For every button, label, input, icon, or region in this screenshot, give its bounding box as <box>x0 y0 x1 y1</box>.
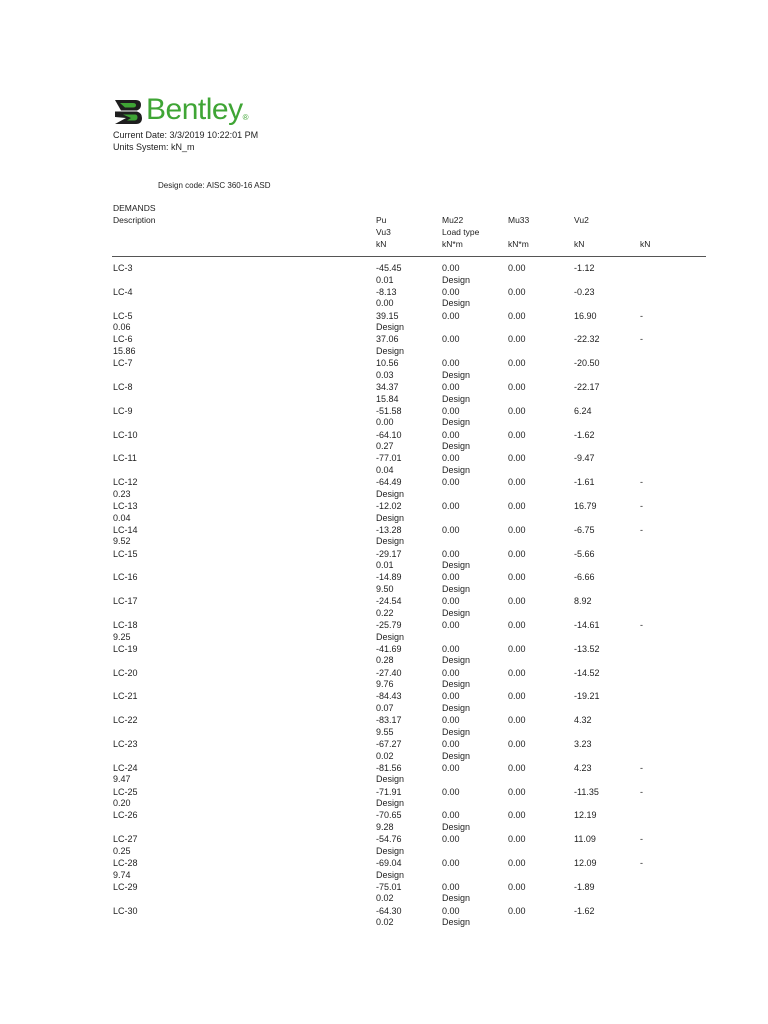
vu2-value: 16.90 <box>574 310 597 321</box>
col-pu: Pu <box>376 215 387 225</box>
col-pu-unit: kN <box>376 239 387 249</box>
pu-value: -64.49 <box>376 477 402 488</box>
load-type-value: Design <box>442 298 471 309</box>
mu22-value: 0.00 <box>442 334 460 345</box>
row-label: LC-3 <box>113 263 133 273</box>
vu3-dash: - <box>640 762 643 773</box>
mu22-value: 0.00 <box>442 524 460 535</box>
mu22-value: 0.00 <box>442 667 460 678</box>
vu3-value: 9.28 <box>376 821 394 832</box>
vu2-value: 12.09 <box>574 858 597 868</box>
load-type-value: Design <box>442 655 471 666</box>
mu33-value: 0.00 <box>508 263 526 273</box>
pu-value: -25.79 <box>376 620 402 630</box>
row-label: LC-12 <box>113 477 138 488</box>
row-label: LC-5 <box>113 310 133 321</box>
mu33-value: 0.00 <box>508 715 526 726</box>
vu3-value: Design <box>376 322 405 333</box>
row-label: LC-30 <box>113 905 138 916</box>
mu33-value: 0.00 <box>508 310 526 321</box>
mu22-value: 0.00 <box>442 572 460 583</box>
vu3-value: 0.03 <box>376 369 394 380</box>
load-type-value: Design <box>442 393 471 404</box>
row-sub-left: 9.47 <box>113 774 131 785</box>
mu33-value: 0.00 <box>508 643 526 654</box>
vu3-value: 0.00 <box>376 298 394 309</box>
mu22-value: 0.00 <box>442 453 460 464</box>
col-vu2: Vu2 <box>574 215 589 225</box>
vu3-value: Design <box>376 345 405 356</box>
mu33-value: 0.00 <box>508 858 526 868</box>
mu22-value: 0.00 <box>442 905 460 916</box>
vu3-dash: - <box>640 858 643 868</box>
vu2-value: -0.23 <box>574 286 595 297</box>
vu2-value: -14.52 <box>574 667 600 678</box>
vu3-value: Design <box>376 774 405 785</box>
vu2-value: 12.19 <box>574 810 597 821</box>
vu3-value: 9.50 <box>376 583 394 594</box>
mu33-value: 0.00 <box>508 620 526 630</box>
mu33-value: 0.00 <box>508 524 526 535</box>
mu22-value: 0.00 <box>442 810 460 821</box>
col-load-type: Load type <box>442 227 480 237</box>
mu22-value: 0.00 <box>442 691 460 702</box>
pu-value: -54.76 <box>376 834 402 845</box>
mu33-value: 0.00 <box>508 667 526 678</box>
mu22-value: 0.00 <box>442 596 460 607</box>
load-type-value: Design <box>442 464 471 475</box>
vu3-value: 0.02 <box>376 750 394 761</box>
pu-value: 37.06 <box>376 334 399 345</box>
load-type-value: Design <box>442 274 471 285</box>
mu22-value: 0.00 <box>442 858 460 868</box>
mu22-value: 0.00 <box>442 286 460 297</box>
pu-value: -45.45 <box>376 263 402 273</box>
pu-value: 10.56 <box>376 358 399 369</box>
vu3-value: 0.02 <box>376 893 394 904</box>
mu22-value: 0.00 <box>442 405 460 416</box>
vu2-value: 11.09 <box>574 834 596 845</box>
vu3-value: 9.76 <box>376 679 394 690</box>
pu-value: -14.89 <box>376 572 402 583</box>
mu33-value: 0.00 <box>508 786 526 797</box>
pu-value: -70.65 <box>376 810 402 821</box>
col-mu22: Mu22 <box>442 215 464 225</box>
load-type-value: Design <box>442 441 471 452</box>
vu3-dash: - <box>640 501 643 511</box>
vu2-value: 8.92 <box>574 596 592 607</box>
row-label: LC-16 <box>113 572 138 583</box>
mu33-value: 0.00 <box>508 477 526 488</box>
mu33-value: 0.00 <box>508 548 526 559</box>
col-mu22-unit: kN*m <box>442 239 463 249</box>
vu2-value: -6.66 <box>574 572 595 583</box>
load-type-value: Design <box>442 417 471 428</box>
vu2-value: -5.66 <box>574 548 595 559</box>
row-label: LC-6 <box>113 334 133 345</box>
pu-value: -13.28 <box>376 524 402 535</box>
pu-value: -71.91 <box>376 786 402 797</box>
col-mu33: Mu33 <box>508 215 530 225</box>
vu2-value: -11.35 <box>574 786 599 797</box>
vu2-value: -1.62 <box>574 905 595 916</box>
pu-value: -81.56 <box>376 762 402 773</box>
vu3-value: 15.84 <box>376 393 399 404</box>
row-label: LC-17 <box>113 596 138 607</box>
vu3-dash: - <box>640 524 643 535</box>
vu2-value: -19.21 <box>574 691 600 702</box>
vu3-value: Design <box>376 512 405 523</box>
vu3-dash: - <box>640 620 643 630</box>
header-divider <box>112 256 706 257</box>
pu-value: -77.01 <box>376 453 402 464</box>
vu2-value: -1.12 <box>574 263 595 273</box>
vu3-value: 0.22 <box>376 607 394 618</box>
pu-value: -27.40 <box>376 667 402 678</box>
row-label: LC-9 <box>113 405 133 416</box>
pu-value: -51.58 <box>376 405 402 416</box>
mu22-value: 0.00 <box>442 786 460 797</box>
row-label: LC-21 <box>113 691 138 702</box>
mu33-value: 0.00 <box>508 286 526 297</box>
mu22-value: 0.00 <box>442 715 460 726</box>
row-label: LC-29 <box>113 881 138 892</box>
vu2-value: -22.32 <box>574 334 600 345</box>
pu-value: -41.69 <box>376 643 402 654</box>
mu22-value: 0.00 <box>442 310 460 321</box>
row-label: LC-8 <box>113 382 133 392</box>
vu2-value: -13.52 <box>574 643 600 654</box>
pu-value: -75.01 <box>376 881 402 892</box>
row-label: LC-18 <box>113 620 138 630</box>
pu-value: -67.27 <box>376 739 402 749</box>
vu2-value: -1.62 <box>574 429 595 440</box>
vu3-dash: - <box>640 834 643 845</box>
vu3-value: Design <box>376 536 405 547</box>
mu33-value: 0.00 <box>508 501 526 511</box>
pu-value: -83.17 <box>376 715 402 726</box>
vu3-value: 0.27 <box>376 441 394 452</box>
row-label: LC-22 <box>113 715 138 726</box>
vu3-value: 0.04 <box>376 464 394 475</box>
vu2-value: -14.61 <box>574 620 600 630</box>
row-sub-left: 0.04 <box>113 512 131 523</box>
row-label: LC-23 <box>113 739 138 749</box>
vu3-value: 0.01 <box>376 560 394 571</box>
bentley-logo <box>112 93 272 132</box>
mu33-value: 0.00 <box>508 358 526 369</box>
current-date: Current Date: 3/3/2019 10:22:01 PM <box>113 130 259 140</box>
vu2-value: 16.79 <box>574 501 597 511</box>
vu3-value: 9.55 <box>376 726 394 737</box>
vu3-value: Design <box>376 869 405 880</box>
vu3-dash: - <box>640 477 643 488</box>
mu22-value: 0.00 <box>442 263 460 273</box>
vu3-value: 0.28 <box>376 655 394 666</box>
mu33-value: 0.00 <box>508 739 526 749</box>
col-vu3-unit: kN <box>640 239 651 249</box>
units-system: Units System: kN_m <box>113 142 195 152</box>
vu3-value: Design <box>376 488 405 499</box>
load-type-value: Design <box>442 726 471 737</box>
mu22-value: 0.00 <box>442 620 460 630</box>
vu2-value: -1.61 <box>574 477 595 488</box>
mu22-value: 0.00 <box>442 477 460 488</box>
vu3-value: 0.07 <box>376 702 394 713</box>
vu3-value: 0.02 <box>376 917 394 928</box>
row-label: LC-14 <box>113 524 138 535</box>
col-mu33-unit: kN*m <box>508 239 529 249</box>
mu22-value: 0.00 <box>442 358 460 369</box>
row-label: LC-19 <box>113 643 138 654</box>
vu3-value: Design <box>376 845 405 856</box>
pu-value: -84.43 <box>376 691 402 702</box>
vu3-dash: - <box>640 310 643 321</box>
vu3-dash: - <box>640 334 643 345</box>
vu3-value: Design <box>376 798 405 809</box>
pu-value: -64.10 <box>376 429 402 440</box>
vu2-value: -22.17 <box>574 382 600 392</box>
col-vu3: Vu3 <box>376 227 391 237</box>
mu33-value: 0.00 <box>508 334 526 345</box>
mu33-value: 0.00 <box>508 762 526 773</box>
row-label: LC-7 <box>113 358 133 369</box>
mu33-value: 0.00 <box>508 405 526 416</box>
pu-value: -29.17 <box>376 548 402 559</box>
load-type-value: Design <box>442 702 471 713</box>
pu-value: -64.30 <box>376 905 402 916</box>
vu3-value: 0.00 <box>376 417 394 428</box>
row-label: LC-20 <box>113 667 138 678</box>
description-header: Description <box>113 215 156 225</box>
row-label: LC-15 <box>113 548 138 559</box>
mu22-value: 0.00 <box>442 834 460 845</box>
vu2-value: 4.23 <box>574 762 592 773</box>
row-label: LC-11 <box>113 453 137 464</box>
row-label: LC-13 <box>113 501 138 511</box>
load-type-value: Design <box>442 679 471 690</box>
vu3-value: 0.01 <box>376 274 394 285</box>
vu2-value: 4.32 <box>574 715 592 726</box>
row-sub-left: 0.20 <box>113 798 131 809</box>
mu33-value: 0.00 <box>508 596 526 607</box>
row-label: LC-28 <box>113 858 138 868</box>
brand-name: Bentley® <box>146 93 249 126</box>
row-sub-left: 9.25 <box>113 631 131 642</box>
row-sub-left: 0.25 <box>113 845 131 856</box>
mu33-value: 0.00 <box>508 691 526 702</box>
row-sub-left: 0.23 <box>113 488 131 499</box>
vu2-value: 3.23 <box>574 739 592 749</box>
mu22-value: 0.00 <box>442 429 460 440</box>
mu22-value: 0.00 <box>442 501 460 511</box>
pu-value: -8.13 <box>376 286 397 297</box>
mu33-value: 0.00 <box>508 572 526 583</box>
row-label: LC-27 <box>113 834 138 845</box>
row-label: LC-25 <box>113 786 138 797</box>
load-type-value: Design <box>442 607 471 618</box>
mu33-value: 0.00 <box>508 382 526 392</box>
bentley-b-icon <box>112 96 144 128</box>
mu22-value: 0.00 <box>442 762 460 773</box>
load-type-value: Design <box>442 821 471 832</box>
mu33-value: 0.00 <box>508 881 526 892</box>
pu-value: -24.54 <box>376 596 402 607</box>
vu2-value: -20.50 <box>574 358 600 369</box>
mu33-value: 0.00 <box>508 905 526 916</box>
mu22-value: 0.00 <box>442 739 460 749</box>
row-sub-left: 0.06 <box>113 322 131 333</box>
pu-value: 34.37 <box>376 382 399 392</box>
load-type-value: Design <box>442 750 471 761</box>
load-type-value: Design <box>442 560 471 571</box>
vu3-dash: - <box>640 786 643 797</box>
load-type-value: Design <box>442 893 471 904</box>
row-label: LC-26 <box>113 810 138 821</box>
mu22-value: 0.00 <box>442 548 460 559</box>
pu-value: -12.02 <box>376 501 402 511</box>
load-type-value: Design <box>442 917 471 928</box>
vu2-value: 6.24 <box>574 405 592 416</box>
row-label: LC-4 <box>113 286 133 297</box>
design-code: Design code: AISC 360-16 ASD <box>158 181 271 190</box>
vu2-value: -9.47 <box>574 453 595 464</box>
mu33-value: 0.00 <box>508 810 526 821</box>
row-sub-left: 9.52 <box>113 536 131 547</box>
vu2-value: -1.89 <box>574 881 595 892</box>
mu33-value: 0.00 <box>508 429 526 440</box>
vu2-value: -6.75 <box>574 524 595 535</box>
col-vu2-unit: kN <box>574 239 585 249</box>
row-sub-left: 9.74 <box>113 869 131 880</box>
mu22-value: 0.00 <box>442 382 460 392</box>
mu33-value: 0.00 <box>508 834 526 845</box>
row-label: LC-10 <box>113 429 138 440</box>
mu22-value: 0.00 <box>442 881 460 892</box>
mu22-value: 0.00 <box>442 643 460 654</box>
row-sub-left: 15.86 <box>113 345 136 356</box>
vu3-value: Design <box>376 631 405 642</box>
row-label: LC-24 <box>113 762 138 773</box>
load-type-value: Design <box>442 583 471 594</box>
pu-value: 39.15 <box>376 310 399 321</box>
section-title: DEMANDS <box>113 203 156 213</box>
mu33-value: 0.00 <box>508 453 526 464</box>
load-type-value: Design <box>442 369 471 380</box>
pu-value: -69.04 <box>376 858 402 868</box>
